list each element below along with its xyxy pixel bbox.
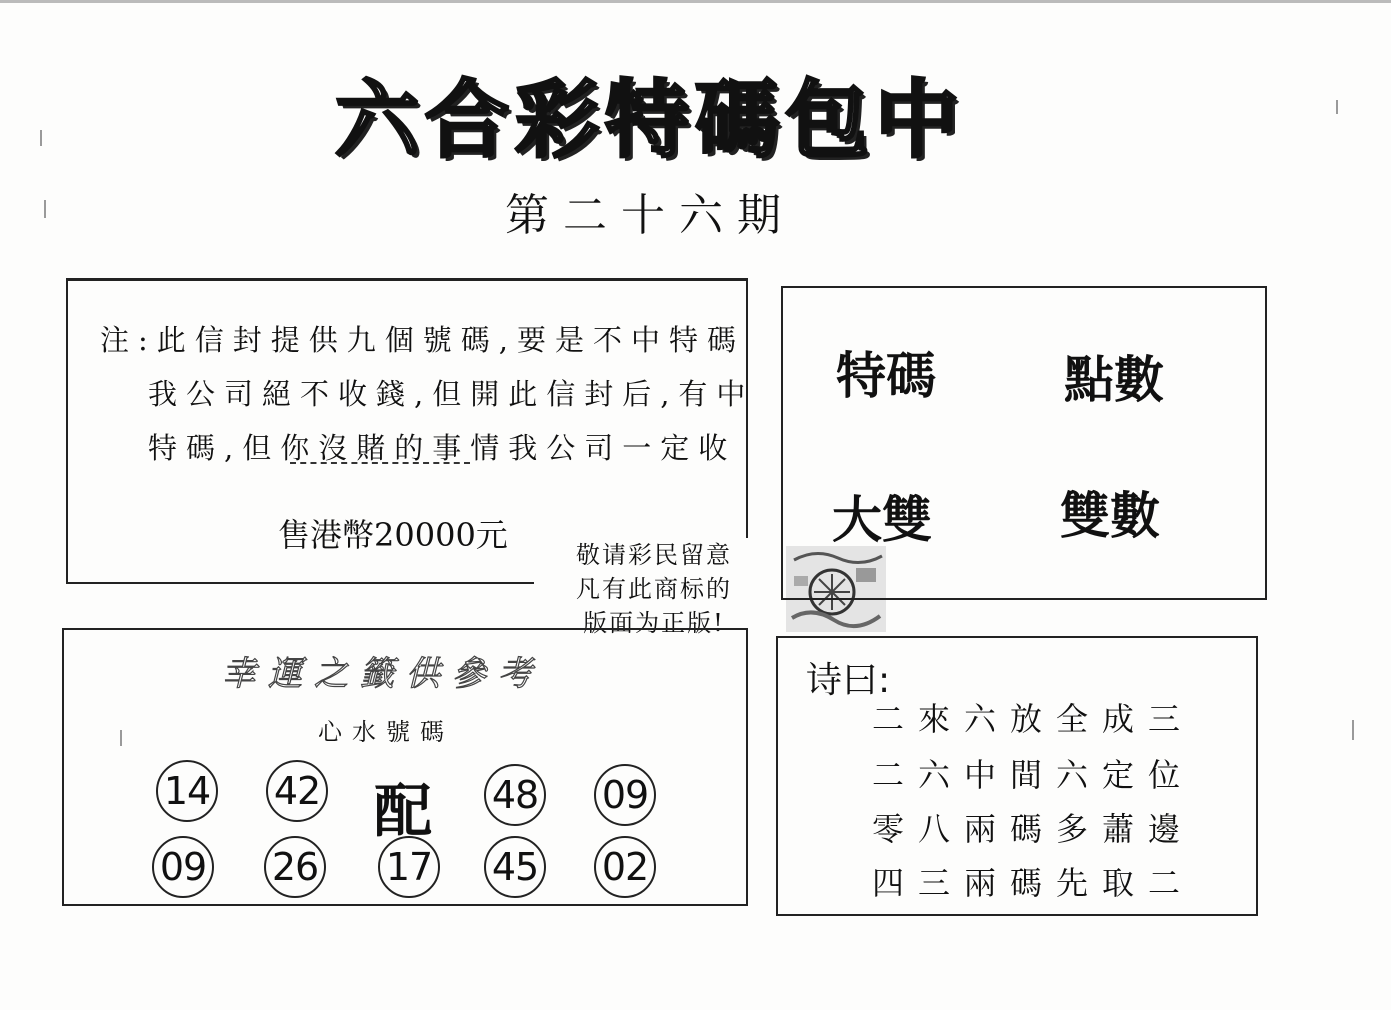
authenticity-line: 凡有此商标的 (576, 575, 732, 603)
number-ball: 02 (594, 836, 656, 898)
feature-box (781, 286, 1267, 600)
number-ball: 26 (264, 836, 326, 898)
feature-special-number: 特碼 (836, 347, 936, 405)
pair-character: 配 (374, 777, 433, 845)
number-ball: 17 (378, 836, 440, 898)
scan-speck (1352, 720, 1354, 740)
number-ball: 14 (156, 760, 218, 822)
page-title: 六合彩特碼包中 (334, 71, 965, 169)
dashed-separator (290, 462, 470, 476)
scan-speck (44, 200, 46, 218)
scan-edge (0, 0, 1391, 3)
poem-line: 二六中間六定位 (872, 756, 1195, 794)
number-ball: 09 (152, 836, 214, 898)
notice-line: 特碼,但你沒賭的事情我公司一定收 (148, 431, 737, 465)
scan-speck (1336, 100, 1338, 114)
number-ball: 09 (594, 764, 656, 826)
number-ball: 45 (484, 836, 546, 898)
lucky-title: 幸運之籤供參考 (222, 654, 544, 694)
feature-even-number: 雙數 (1060, 487, 1160, 545)
authenticity-note (534, 538, 774, 640)
number-ball: 42 (266, 760, 328, 822)
price-text: 售港幣20000元 (278, 516, 508, 554)
issue-number: 第二十六期 (505, 190, 795, 241)
feature-big-even: 大雙 (832, 491, 932, 549)
notice-line: 我公司絕不收錢,但開此信封后,有中 (148, 377, 755, 411)
poem-line: 零八兩碼多蕭邊 (872, 810, 1195, 848)
poem-line: 二來六放全成三 (872, 700, 1195, 738)
feature-points: 點數 (1064, 351, 1164, 409)
poem-label: 诗曰: (806, 660, 891, 701)
authenticity-line: 敬请彩民留意 (576, 541, 732, 569)
authenticity-line: 版面为正版! (583, 609, 725, 637)
number-ball: 48 (484, 764, 546, 826)
lucky-subtitle: 心水號碼 (318, 718, 454, 746)
scan-speck (40, 130, 42, 146)
poem-line: 四三兩碼先取二 (872, 864, 1195, 902)
notice-line: 注:此信封提供九個號碼,要是不中特碼 (100, 323, 745, 357)
